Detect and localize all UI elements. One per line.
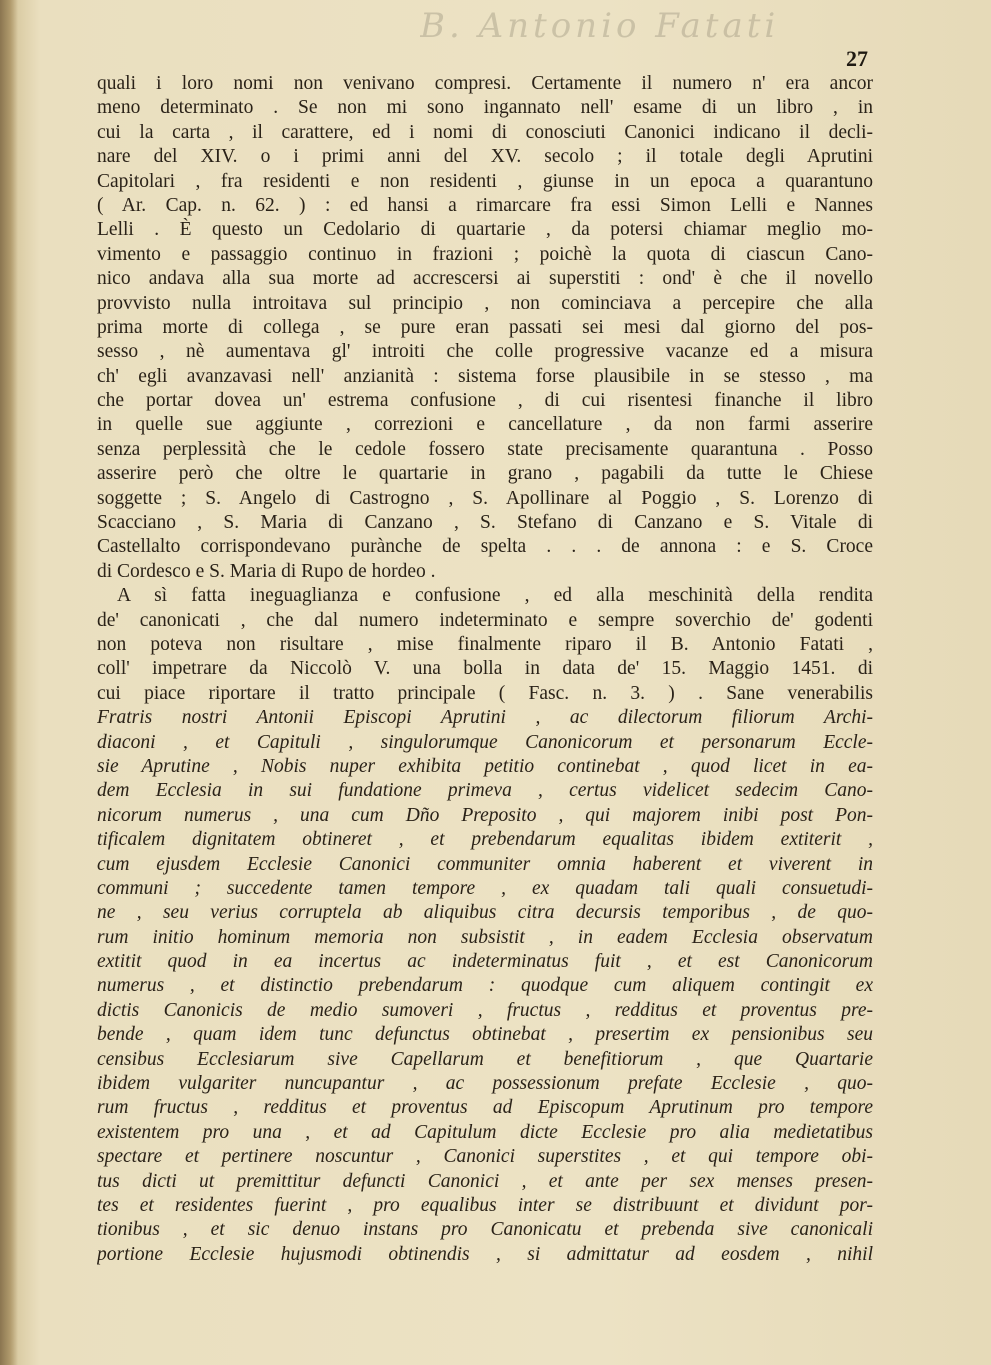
text-line: ne , seu verius corruptela ab aliquibus citra decursis temporibus , de quo- [97,902,873,924]
text-line: vimento e passaggio continuo in frazioni ; poichè la quota di ciascun Cano- [97,243,873,265]
text-line: dem Ecclesia in sui fundatione primeva , certus videlicet sedecim Cano- [97,780,873,802]
text-line: portione Ecclesie hujusmodi obtinendis , si admittatur ad eosdem , nihil [97,1243,873,1265]
text-line: diaconi , et Capituli , singulorumque Canonicorum et personarum Eccle- [97,731,873,753]
text-line: ch' egli avanzavasi nell' anzianità : sistema forse plausibile in se stesso , ma [97,365,873,387]
text-line: coll' impetrare da Niccolò V. una bolla in data de' 15. Maggio 1451. di [97,658,873,680]
text-line: Castellalto corrispondevano purànche de spelta . . . de annona : e S. Croce [97,536,873,558]
text-line: nare del XIV. o i primi anni del XV. secolo ; il totale degli Aprutini [97,146,873,168]
text-line: provvisto nulla introitava sul principio , non cominciava a percepire che alla [97,292,873,314]
text-line: dictis Canonicis de medio sumoveri , fructus , redditus et proventus pre- [97,999,873,1021]
text-line: soggette ; S. Angelo di Castrogno , S. Apollinare al Poggio , S. Lorenzo di [97,487,873,509]
text-line: bende , quam idem tunc defunctus obtinebat , presertim ex pensionibus seu [97,1024,873,1046]
text-line: existentem pro una , et ad Capitulum dicte Ecclesie pro alia medietatibus [97,1121,873,1143]
text-line: tificalem dignitatem obtineret , et prebendarum equalitas ibidem extiterit , [97,829,873,851]
text-line: communi ; succedente tamen tempore , ex quadam tali quali consuetudi- [97,877,873,899]
text-line: de' canonicati , che dal numero indeterminato e sempre soverchio de' godenti [97,609,873,631]
handwritten-annotation: B. Antonio Fatati [420,6,780,46]
text-line: ( Ar. Cap. n. 62. ) : ed hansi a rimarcare fra essi Simon Lelli e Nannes [97,194,873,216]
text-line: tionibus , et sic denuo instans pro Canonicatu et prebenda sive canonicali [97,1219,873,1241]
text-line: in quelle sue aggiunte , correzioni e cancellature , da non farmi asserire [97,414,873,436]
text-line: rum initio hominum memoria non subsistit , in eadem Ecclesia observatum [97,926,873,948]
text-line: meno determinato . Se non mi sono ingannato nell' esame di un libro , in [97,97,873,119]
page-number: 27 [846,46,868,71]
text-line: rum fructus , redditus et proventus ad Episcopum Aprutinum pro tempore [97,1097,873,1119]
text-line: Capitolari , fra residenti e non residenti , giunse in un epoca a quarantuno [97,170,873,192]
text-line: tus dicti ut premittitur defuncti Canonici , et ante per sex menses presen- [97,1170,873,1192]
text-line: ibidem vulgariter nuncupantur , ac possessionum prefate Ecclesie , quo- [97,1073,873,1095]
text-line: sie Aprutine , Nobis nuper exhibita petitio continebat , quod licet in ea- [97,755,873,777]
text-line: extitit quod in ea incertus ac indeterminatus fuit , et est Canonicorum [97,951,873,973]
text-line: Scacciano , S. Maria di Canzano , S. Stefano di Canzano e S. Vitale di [97,512,873,534]
text-line: cum ejusdem Ecclesie Canonici communiter omnia haberent et viverent in [97,853,873,875]
binding-edge [0,0,18,1365]
text-line: spectare et pertinere noscuntur , Canonici superstites , et qui tempore obi- [97,1146,873,1168]
text-line: Fratris nostri Antonii Episcopi Aprutini , ac dilectorum filiorum Archi- [97,707,873,729]
text-line: prima morte di collega , se pure eran passati sei mesi dal giorno del pos- [97,316,873,338]
text-line: A sì fatta ineguaglianza e confusione , ed alla meschinità della rendita [117,585,873,607]
text-line: asserire però che oltre le quartarie in grano , pagabili da tutte le Chiese [97,463,873,485]
text-line: che portar dovea un' estrema confusione , di cui risentesi finanche il libro [97,390,873,412]
text-line: Lelli . È questo un Cedolario di quartarie , da potersi chiamar meglio mo- [97,219,873,241]
text-line: censibus Ecclesiarum sive Capellarum et benefitiorum , que Quartarie [97,1048,873,1070]
text-line: non poteva non risultare , mise finalmente riparo il B. Antonio Fatati , [97,633,873,655]
text-line: tes et residentes fuerint , pro equalibus inter se distribuunt et dividunt por- [97,1194,873,1216]
text-line: nico andava alla sua morte ad accrescersi ai superstiti : ond' è che il novello [97,268,873,290]
text-line: numerus , et distinctio prebendarum : quodque cum aliquem contingit ex [97,975,873,997]
text-line: quali i loro nomi non venivano compresi. Certamente il numero n' era ancor [97,73,873,94]
body-text [97,72,873,1267]
text-line: senza perplessità che le cedole fossero state precisamente quarantuna . Posso [97,438,873,460]
text-line: nicorum numerus , una cum Dño Preposito , qui majorem inibi post Pon- [97,804,873,826]
text-line: cui piace riportare il tratto principale ( Fasc. n. 3. ) . Sane venerabilis [97,682,873,704]
text-line: cui la carta , il carattere, ed i nomi di conosciuti Canonici indicano il decli- [97,121,873,143]
text-line: sesso , nè aumentava gl' introiti che colle progressive vacanze ed a misura [97,341,873,363]
text-line: di Cordesco e S. Maria di Rupo de hordeo . [97,560,436,582]
